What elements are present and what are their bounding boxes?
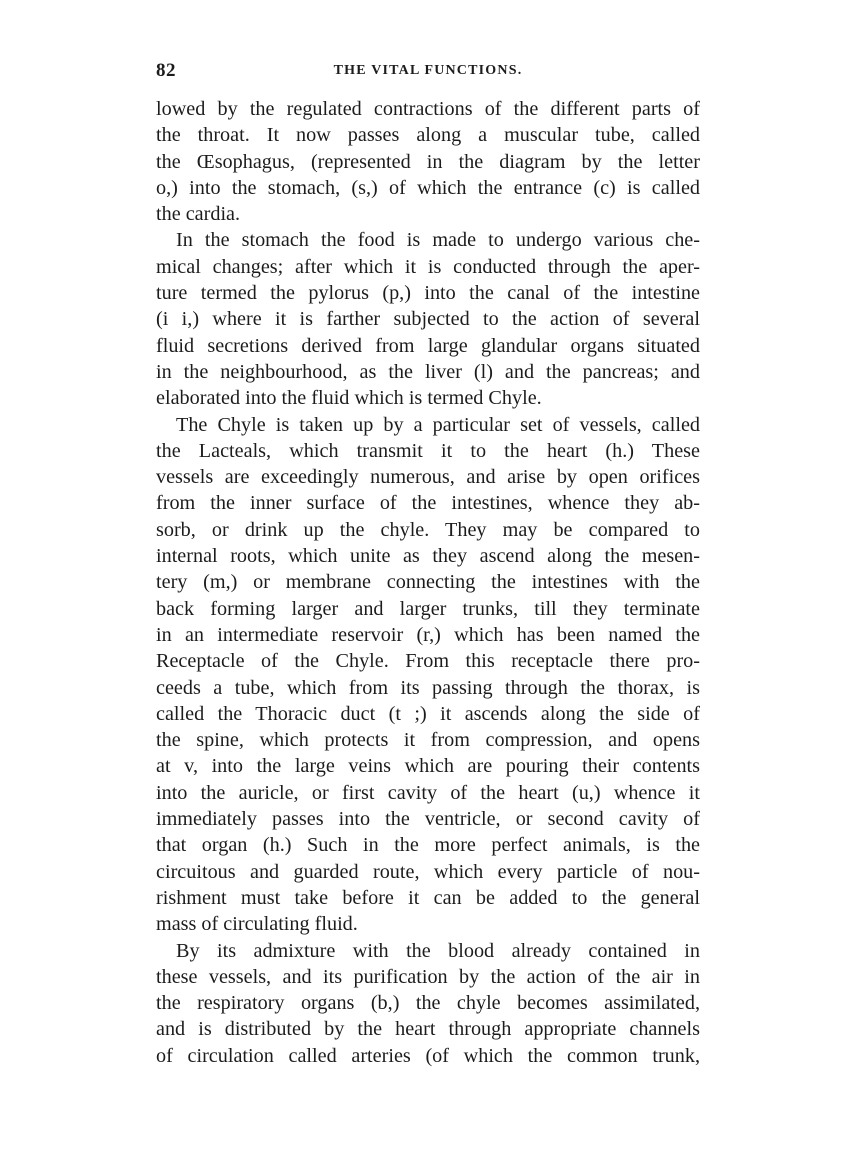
text-line: tery (m,) or membrane connecting the intestines with the — [156, 571, 700, 594]
text-line: internal roots, which unite as they ascend along the mesen- — [156, 545, 700, 568]
text-line: the respiratory organs (b,) the chyle becomes assimilated, — [156, 992, 700, 1015]
text-line: circuitous and guarded route, which every particle of nou- — [156, 860, 700, 883]
text-line: The Chyle is taken up by a particular set of vessels, called — [176, 413, 700, 436]
text-line: at v, into the large veins which are pouring their contents — [156, 755, 700, 778]
paragraph — [156, 938, 700, 1069]
running-head — [156, 60, 700, 84]
text-line: mass of circulating fluid. — [156, 913, 358, 936]
text-line: the spine, which protects it from compression, and opens — [156, 729, 700, 752]
text-line: fluid secretions derived from large glandular organs situated — [156, 334, 700, 357]
text-line: vessels are exceedingly numerous, and arise by open orifices — [156, 466, 700, 489]
text-line: o,) into the stomach, (s,) of which the entrance (c) is called — [156, 176, 700, 199]
body-text — [156, 96, 700, 1069]
text-line: in an intermediate reservoir (r,) which has been named the — [156, 623, 700, 646]
text-line: that organ (h.) Such in the more perfect animals, is the — [156, 834, 700, 857]
paragraph — [156, 412, 700, 938]
text-line: ceeds a tube, which from its passing through the thorax, is — [156, 676, 700, 699]
paragraph — [156, 96, 700, 227]
text-line: the throat. It now passes along a muscular tube, called — [156, 124, 700, 147]
text-line: In the stomach the food is made to undergo various che- — [176, 229, 700, 252]
text-line: into the auricle, or first cavity of the heart (u,) whence it — [156, 781, 700, 804]
text-line: in the neighbourhood, as the liver (l) and the pancreas; and — [156, 360, 700, 383]
text-line: of circulation called arteries (of which the common trunk, — [156, 1044, 700, 1067]
text-line: Receptacle of the Chyle. From this receptacle there pro- — [156, 650, 700, 673]
text-line: and is distributed by the heart through appropriate channels — [156, 1018, 700, 1041]
running-title: THE VITAL FUNCTIONS. — [333, 63, 523, 78]
text-line: immediately passes into the ventricle, or second cavity of — [156, 808, 700, 831]
text-line: By its admixture with the blood already contained in — [176, 939, 700, 962]
text-line: back forming larger and larger trunks, till they terminate — [156, 597, 700, 620]
text-line: mical changes; after which it is conducted through the aper- — [156, 255, 700, 278]
text-line: (i i,) where it is farther subjected to the action of several — [156, 308, 700, 331]
text-line: sorb, or drink up the chyle. They may be compared to — [156, 518, 700, 541]
text-line: rishment must take before it can be added to the general — [156, 886, 700, 909]
paragraph — [156, 227, 700, 411]
text-line: the cardia. — [156, 203, 241, 226]
text-line: elaborated into the fluid which is termed Chyle. — [156, 387, 542, 410]
text-line: called the Thoracic duct (t ;) it ascends along the side of — [156, 702, 700, 725]
text-line: ture termed the pylorus (p,) into the canal of the intestine — [156, 282, 700, 305]
text-line: from the inner surface of the intestines, whence they ab- — [156, 492, 700, 515]
page-number: 82 — [156, 60, 176, 81]
text-line: the Lacteals, which transmit it to the heart (h.) These — [156, 439, 700, 462]
text-line: lowed by the regulated contractions of the different parts of — [156, 98, 700, 120]
text-line: the Œsophagus, (represented in the diagram by the letter — [156, 150, 700, 173]
text-line: these vessels, and its purification by the action of the air in — [156, 965, 700, 988]
